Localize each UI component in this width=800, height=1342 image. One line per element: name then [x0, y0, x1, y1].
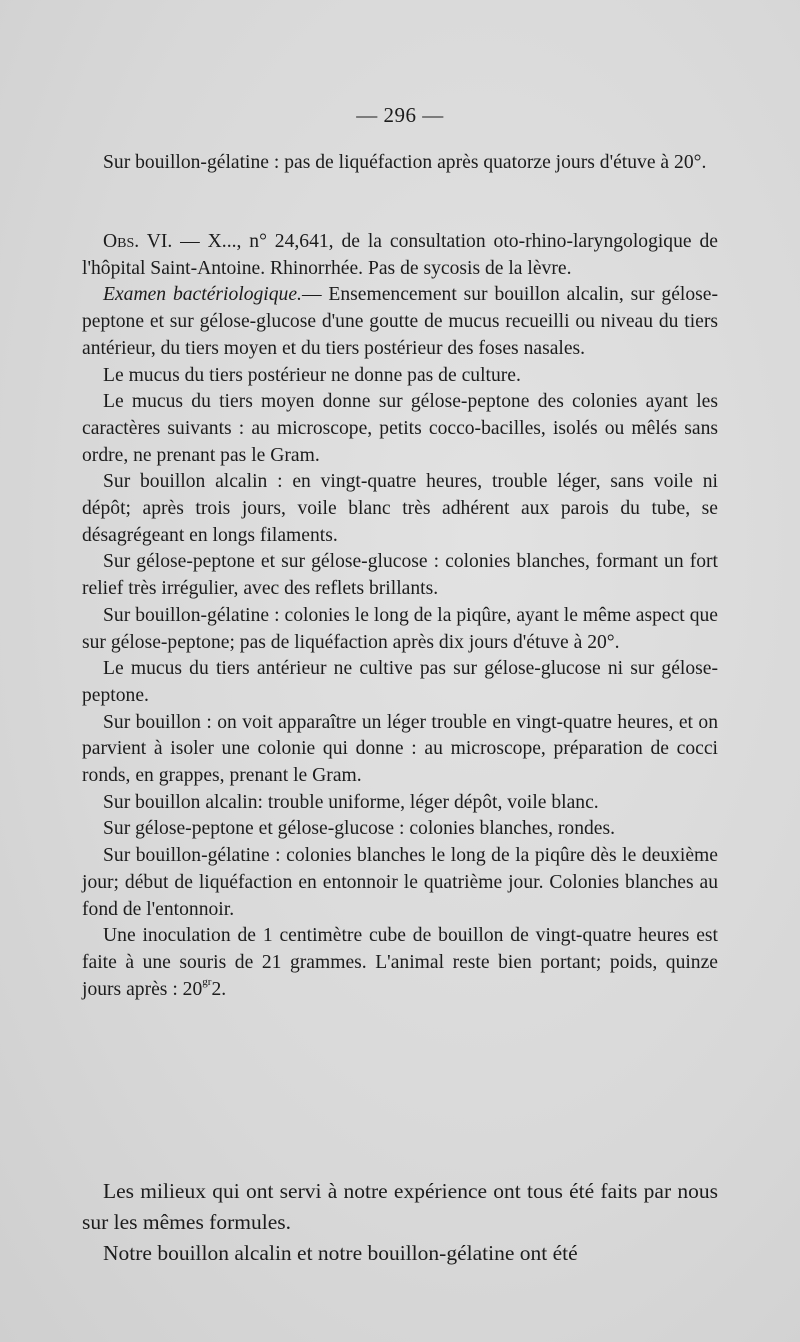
- closing-paragraph-2: Notre bouillon alcalin et notre bouillon-gélatine ont été: [103, 1241, 578, 1265]
- paragraph-14: [82, 923, 718, 1003]
- paragraph-13: Sur bouillon-gélatine : colonies blanches le long de la piqûre dès le deuxième jour; début de liquéfaction en entonnoir le quatrième jour. Colonies blanches au fond de l'entonnoir.: [82, 845, 718, 920]
- paragraph-7: Sur gélose-peptone et sur gélose-glucose : colonies blanches, formant un fort relief très irrégulier, avec des reflets brillants.: [82, 551, 718, 600]
- obs-paragraph: [82, 229, 718, 282]
- examen-label: Examen bactériologique.: [103, 284, 302, 306]
- obs-text: — X..., n° 24,641, de la consultation oto-rhino-laryngologique de l'hôpital Saint-Antoine. Rhinorrhée. Pas de sycosis de la lèvre.: [82, 231, 718, 279]
- paragraph-4: Le mucus du tiers postérieur ne donne pas de culture.: [103, 364, 521, 386]
- obs-label: Obs. VI.: [103, 231, 173, 252]
- weight-suffix: 2.: [211, 978, 227, 1000]
- closing-text: [82, 1176, 718, 1269]
- page-number: — 296 —: [356, 103, 444, 127]
- paragraph-6: Sur bouillon alcalin : en vingt-quatre heures, trouble léger, sans voile ni dépôt; après trois jours, voile blanc très adhérent aux parois du tube, se désagrégeant en longs filaments.: [82, 471, 718, 546]
- paragraph-5: Le mucus du tiers moyen donne sur gélose-peptone des colonies ayant les caractères suivants : au microscope, petits cocco-bacilles, isolés ou mêlés sans ordre, ne prenant pas le Gram.: [82, 391, 718, 466]
- examen-text: — Ensemencement sur bouillon alcalin, sur gélose-peptone et sur gélose-glucose d'une goutte de mucus recueilli ou niveau du tiers antérieur, du tiers moyen et du tiers postérieur des foses nasales.: [82, 284, 718, 359]
- paragraph-1: Sur bouillon-gélatine : pas de liquéfaction après quatorze jours d'étuve à 20°.: [103, 152, 707, 173]
- closing-paragraph-1: Les milieux qui ont servi à notre expérience ont tous été faits par nous sur les mêmes formules.: [82, 1179, 718, 1234]
- paragraph-10: Sur bouillon : on voit apparaître un léger trouble en vingt-quatre heures, et on parvient à isoler une colonie qui donne : au microscope, préparation de cocci ronds, en grappes, prenant le Gram.: [82, 711, 718, 787]
- observation-body: [82, 229, 718, 1003]
- weight-unit: gr: [202, 975, 212, 988]
- inoculation-text: Une inoculation de 1 centimètre cube de bouillon de vingt-quatre heures est faite à une souris de 21 grammes. L'animal reste bien portant; poids, quinze jours après : 20: [82, 925, 718, 1000]
- examen-paragraph: [82, 282, 718, 362]
- observation-text: [82, 150, 718, 177]
- paragraph-9: Le mucus du tiers antérieur ne cultive pas sur gélose-glucose ni sur gélose-peptone.: [82, 658, 718, 706]
- paragraph-11: Sur bouillon alcalin: trouble uniforme, léger dépôt, voile blanc.: [103, 791, 599, 813]
- paragraph-8: Sur bouillon-gélatine : colonies le long de la piqûre, ayant le même aspect que sur gélose-peptone; pas de liquéfaction après dix jours d'étuve à 20°.: [82, 604, 718, 653]
- paragraph-12: Sur gélose-peptone et gélose-glucose : colonies blanches, rondes.: [103, 818, 616, 840]
